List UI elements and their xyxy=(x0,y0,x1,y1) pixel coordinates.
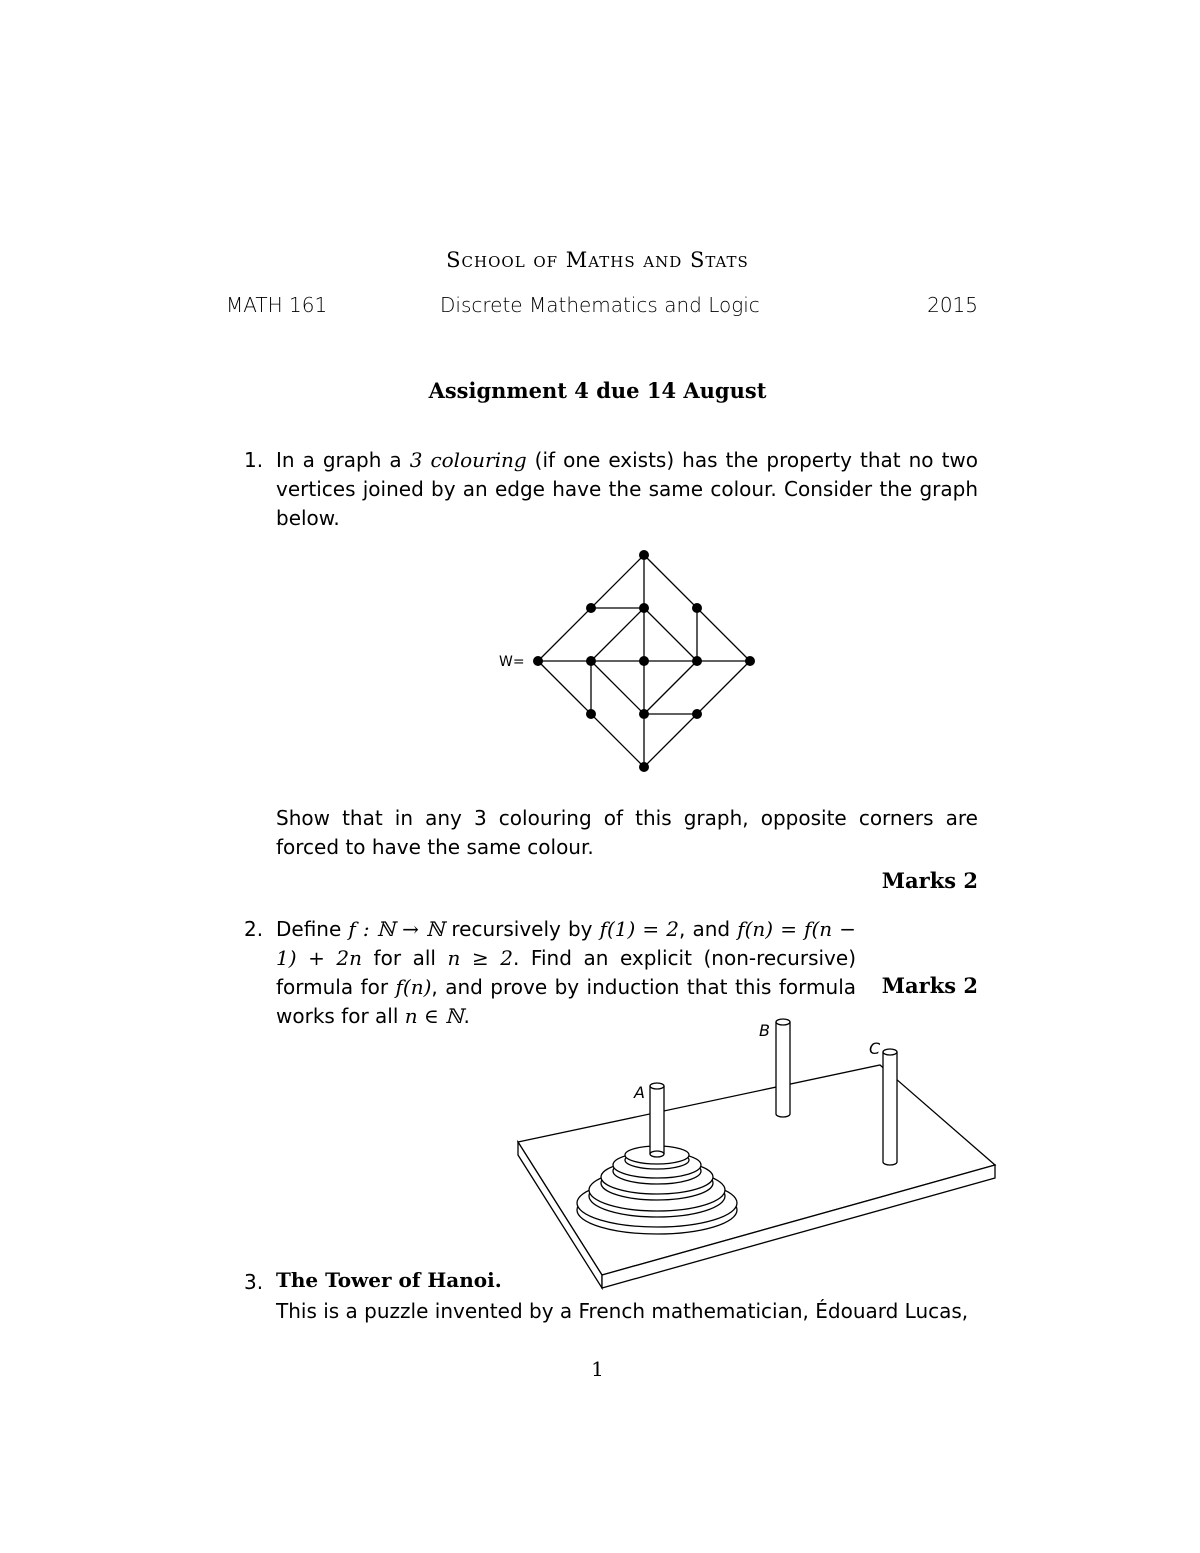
q2-text-part: . xyxy=(463,1004,470,1028)
question-1-text xyxy=(276,446,978,533)
q2-math: f(n) = f(n − 1) + 2n xyxy=(276,917,856,970)
school-name: School of Maths and Stats xyxy=(446,248,749,272)
vertex xyxy=(692,656,702,666)
q2-text-part: recursively by xyxy=(444,917,600,941)
question-1-marks: Marks 2 xyxy=(881,868,978,893)
q2-text-part: for all xyxy=(362,946,448,970)
question-2-number: 2. xyxy=(244,917,264,941)
q2-text-part: Define xyxy=(276,917,349,941)
vertex xyxy=(639,550,649,560)
q2-text-part: , and prove by induction that this formula works for all xyxy=(276,975,857,1028)
vertex xyxy=(586,656,596,666)
q2-text-part: . Find an explicit (non-recursive) formula for xyxy=(276,946,856,999)
tower-of-hanoi-illustration xyxy=(510,1010,1000,1295)
q1-emphasis: 3 colouring xyxy=(409,448,527,472)
vertex xyxy=(692,709,702,719)
q2-math: f(n) xyxy=(395,975,432,999)
q2-math: n ≥ 2 xyxy=(447,946,514,970)
question-2-marks: Marks 2 xyxy=(881,973,978,998)
peg-a xyxy=(650,1083,664,1157)
vertex xyxy=(639,709,649,719)
course-title: Discrete Mathematics and Logic xyxy=(440,293,760,317)
peg-b xyxy=(776,1019,790,1117)
vertex xyxy=(745,656,755,666)
question-3-number: 3. xyxy=(244,1270,264,1294)
question-1-number: 1. xyxy=(244,448,264,472)
vertex xyxy=(639,762,649,772)
q2-math: n ∈ ℕ xyxy=(404,1004,464,1028)
course-code: MATH 161 xyxy=(226,293,328,317)
peg-label-b: B xyxy=(759,1021,770,1040)
q2-math: f : ℕ → ℕ xyxy=(348,917,445,941)
vertex xyxy=(586,603,596,613)
page-number: 1 xyxy=(591,1357,604,1381)
vertex xyxy=(533,656,543,666)
q1-text-part: (if one exists) has the property that no two vertices joined by an edge have the same colour. Consider the graph below. xyxy=(276,448,978,530)
peg-label-c: C xyxy=(869,1039,881,1058)
q1-text-part: In a graph a xyxy=(276,448,410,472)
vertex xyxy=(692,603,702,613)
graph-label: W= xyxy=(499,654,525,670)
question-1-followup: Show that in any 3 colouring of this graph, opposite corners are forced to have the same colour. xyxy=(276,806,978,859)
vertex xyxy=(639,603,649,613)
vertex xyxy=(639,656,649,666)
question-3-text: This is a puzzle invented by a French mathematician, Édouard Lucas, xyxy=(276,1299,969,1323)
q2-math: f(1) = 2 xyxy=(599,917,680,941)
graph-w-diagram xyxy=(480,540,780,780)
peg-c xyxy=(883,1049,897,1165)
vertex xyxy=(586,709,596,719)
question-3-heading: The Tower of Hanoi. xyxy=(276,1268,502,1292)
assignment-title: Assignment 4 due 14 August xyxy=(428,378,767,403)
course-year: 2015 xyxy=(927,293,978,317)
q2-text-part: , and xyxy=(679,917,738,941)
peg-label-a: A xyxy=(634,1083,645,1102)
